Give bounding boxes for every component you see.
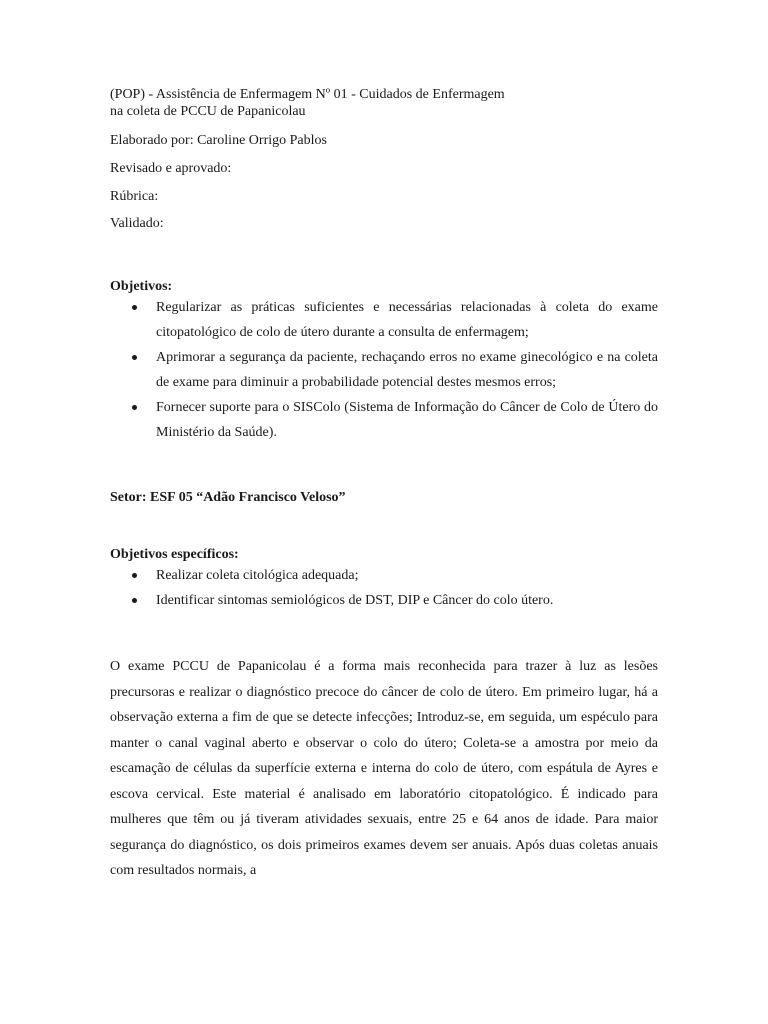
document-page — [110, 86, 658, 884]
objetivos-especificos-list — [110, 563, 658, 613]
list-item — [110, 395, 658, 445]
list-item — [110, 563, 658, 588]
elaborado-por: Elaborado por: Caroline Orrigo Pablos — [110, 133, 327, 148]
list-item — [110, 345, 658, 395]
bullet-icon — [132, 598, 137, 603]
list-item-text: Fornecer suporte para o SISColo (Sistema de Informação do Câncer de Colo de Útero do Ministério da Saúde). — [156, 400, 658, 440]
bullet-icon — [132, 355, 137, 360]
rubrica: Rúbrica: — [110, 189, 159, 204]
objetivos-heading: Objetivos: — [110, 279, 173, 294]
list-item-text: Realizar coleta citológica adequada; — [156, 568, 359, 583]
objetivos-especificos-heading: Objetivos específicos: — [110, 547, 239, 562]
revisado-aprovado: Revisado e aprovado: — [110, 161, 232, 176]
document-title-line-2: na coleta de PCCU de Papanicolau — [110, 104, 306, 119]
list-item-text: Aprimorar a segurança da paciente, rechaçando erros no exame ginecológico e na coleta de exame para diminuir a probabilidade potencial destes mesmos erros; — [156, 350, 658, 390]
objetivos-list — [110, 295, 658, 445]
bullet-icon — [132, 405, 137, 410]
validado: Validado: — [110, 216, 164, 231]
document-title-line-1: (POP) - Assistência de Enfermagem Nº 01 - Cuidados de Enfermagem — [110, 87, 505, 102]
list-item — [110, 588, 658, 613]
bullet-icon — [132, 573, 137, 578]
body-paragraph: O exame PCCU de Papanicolau é a forma mais reconhecida para trazer à luz as lesões precursoras e realizar o diagnóstico precoce do câncer de colo de útero. Em primeiro lugar, há a observação externa a fim de que se detecte infecções; Introduz-se, em seguida, um espéculo para manter o canal vaginal aberto e observar o colo do útero; Coleta-se a amostra por meio da escamação de células da superfície externa e interna do colo de útero, com espátula de Ayres e escova cervical. Este material é analisado em laboratório citopatológico. É indicado para mulheres que têm ou já tiveram atividades sexuais, entre 25 e 64 anos de idade. Para maior segurança do diagnóstico, os dois primeiros exames devem ser anuais. Após duas coletas anuais com resultados normais, a — [110, 659, 658, 878]
list-item — [110, 295, 658, 345]
setor-heading: Setor: ESF 05 “Adão Francisco Veloso” — [110, 490, 346, 505]
bullet-icon — [132, 305, 137, 310]
list-item-text: Identificar sintomas semiológicos de DST, DIP e Câncer do colo útero. — [156, 593, 554, 608]
list-item-text: Regularizar as práticas suficientes e necessárias relacionadas à coleta do exame citopatológico de colo de útero durante a consulta de enfermagem; — [156, 300, 658, 340]
